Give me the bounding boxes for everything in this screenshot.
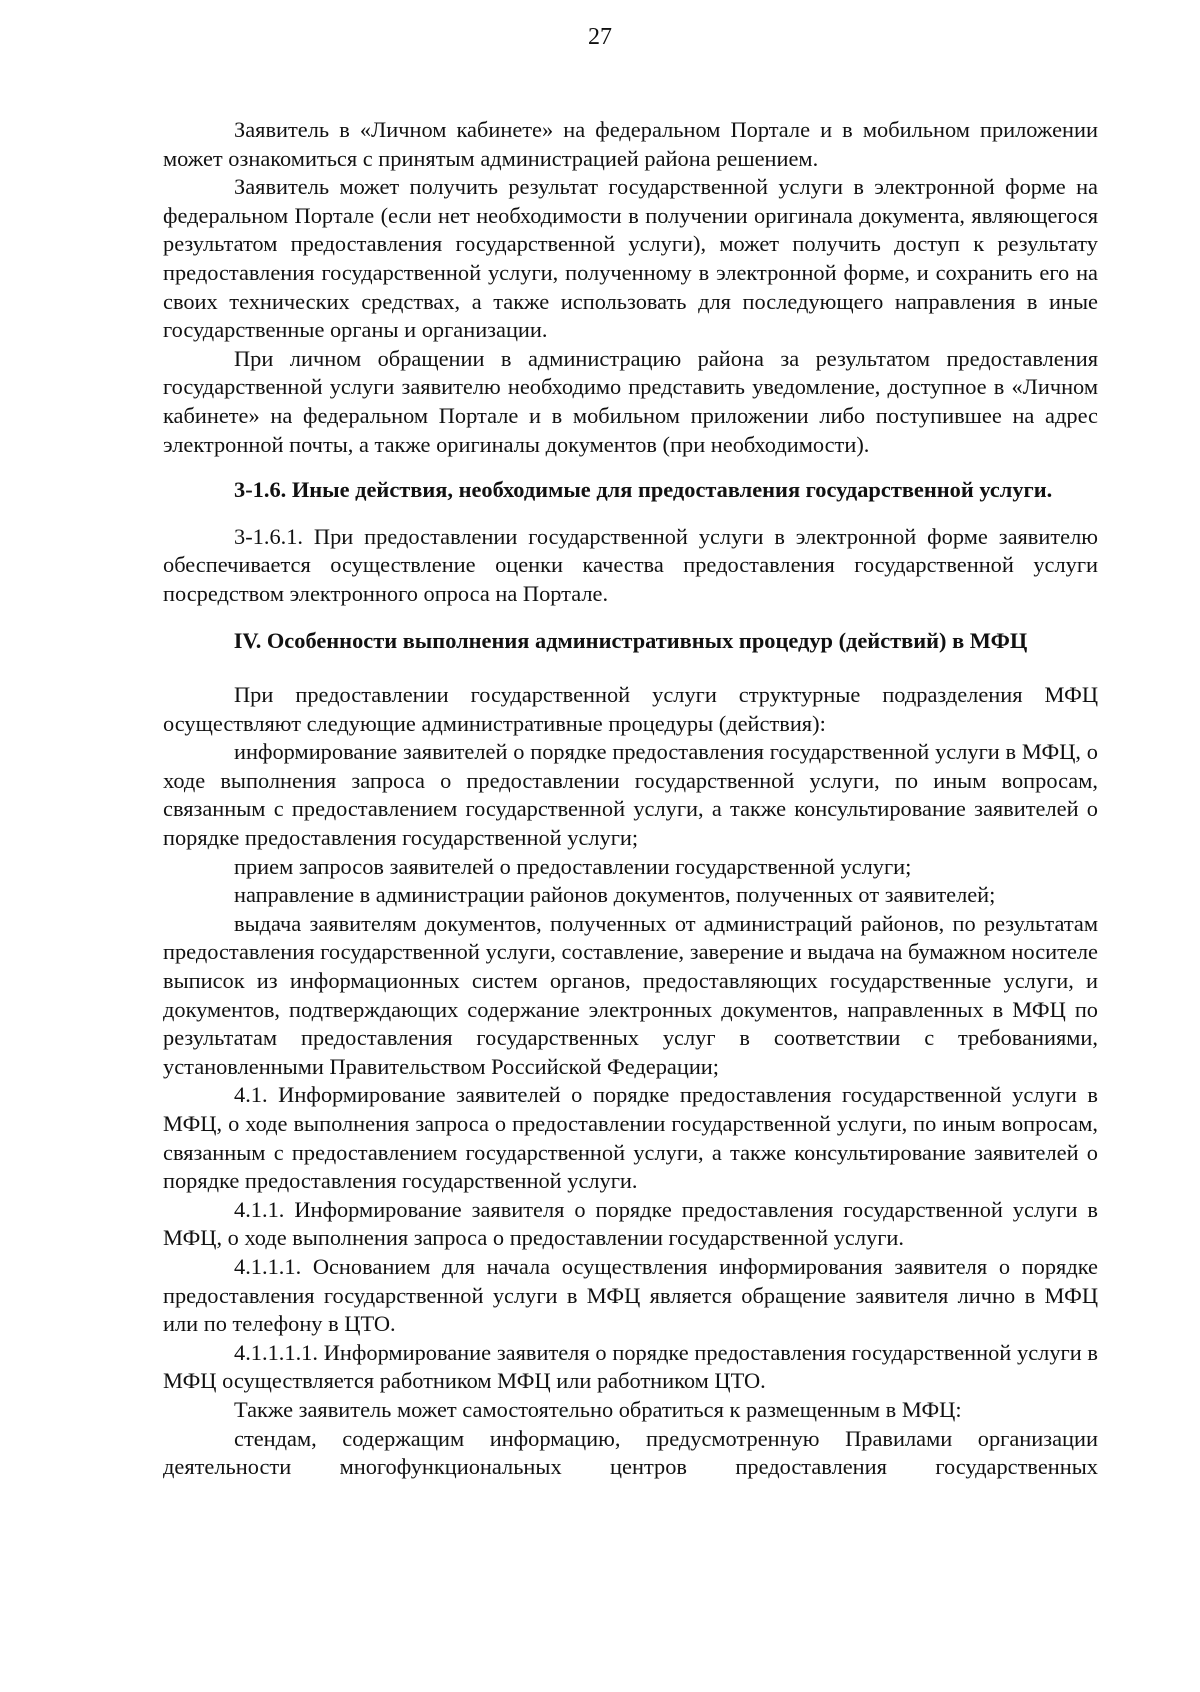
list-item: информирование заявителей о порядке предоставления государственной услуги в МФЦ, о ходе выполнения запроса о предоставлении государственной услуги, по иным вопросам, связанным с предоставлением государственной услуги, а также консультирование заявителей о порядке предоставления государственной услуги; [163, 739, 1098, 851]
paragraph: При личном обращении в администрацию района за результатом предоставления государственной услуги заявителю необходимо представить уведомление, доступное в «Личном кабинете» на федеральном Портале и в мобильном приложении либо поступившее на адрес электронной почты, а также оригиналы документов (при необходимости). [163, 345, 1098, 457]
paragraph: 4.1.1. Информирование заявителя о порядке предоставления государственной услуги в МФЦ, о ходе выполнения запроса о предоставлении государственной услуги. [163, 1196, 1098, 1251]
paragraph: 4.1.1.1.1. Информирование заявителя о порядке предоставления государственной услуги в МФЦ осуществляется работником МФЦ или работником ЦТО. [163, 1339, 1098, 1394]
list-item: прием запросов заявителей о предоставлении государственной услуги; [234, 853, 912, 879]
list-item: направление в администрации районов документов, полученных от заявителей; [234, 882, 996, 908]
section-heading-3-1-6: 3-1.6. Иные действия, необходимые для предоставления государственной услуги. [234, 477, 1053, 503]
chapter-heading-iv: IV. Особенности выполнения административных процедур (действий) в МФЦ [233, 627, 1028, 653]
paragraph: 3-1.6.1. При предоставлении государственной услуги в электронной форме заявителю обеспечивается осуществление оценки качества предоставления государственной услуги посредством электронного опроса на Портале. [163, 523, 1098, 606]
page-number: 27 [588, 24, 612, 50]
paragraph: Заявитель в «Личном кабинете» на федеральном Портале и в мобильном приложении может ознакомиться с принятым администрацией района решением. [163, 117, 1098, 171]
paragraph: стендам, содержащим информацию, предусмотренную Правилами организации деятельности многофункциональных центров предоставления государственных [163, 1425, 1098, 1480]
paragraph: Также заявитель может самостоятельно обратиться к размещенным в МФЦ: [234, 1396, 962, 1422]
document-body [163, 116, 1098, 1482]
paragraph: Заявитель может получить результат государственной услуги в электронной форме на федеральном Портале (если нет необходимости в получении оригинала документа, являющегося результатом предоставления государственной услуги), может получить доступ к результату предоставления государственной услуги, полученному в электронной форме, и сохранить его на своих технических средствах, а также использовать для последующего направления в иные государственные органы и организации. [163, 174, 1098, 343]
paragraph: 4.1. Информирование заявителей о порядке предоставления государственной услуги в МФЦ, о ходе выполнения запроса о предоставлении государственной услуги, по иным вопросам, связанным с предоставлением государственной услуги, а также консультирование заявителей о порядке предоставления государственной услуги. [163, 1082, 1098, 1194]
paragraph: 4.1.1.1. Основанием для начала осуществления информирования заявителя о порядке предоставления государственной услуги в МФЦ является обращение заявителя лично в МФЦ или по телефону в ЦТО. [163, 1253, 1098, 1337]
list-item: выдача заявителям документов, полученных от администраций районов, по результатам предоставления государственной услуги, составление, заверение и выдача на бумажном носителе выписок из информационных систем органов, предоставляющих государственные услуги, и документов, подтверждающих содержание электронных документов, направленных в МФЦ по результатам предоставления государственных услуг в соответствии с требованиями, установленными Правительством Российской Федерации; [163, 910, 1098, 1079]
paragraph: При предоставлении государственной услуги структурные подразделения МФЦ осуществляют следующие административные процедуры (действия): [163, 682, 1098, 736]
